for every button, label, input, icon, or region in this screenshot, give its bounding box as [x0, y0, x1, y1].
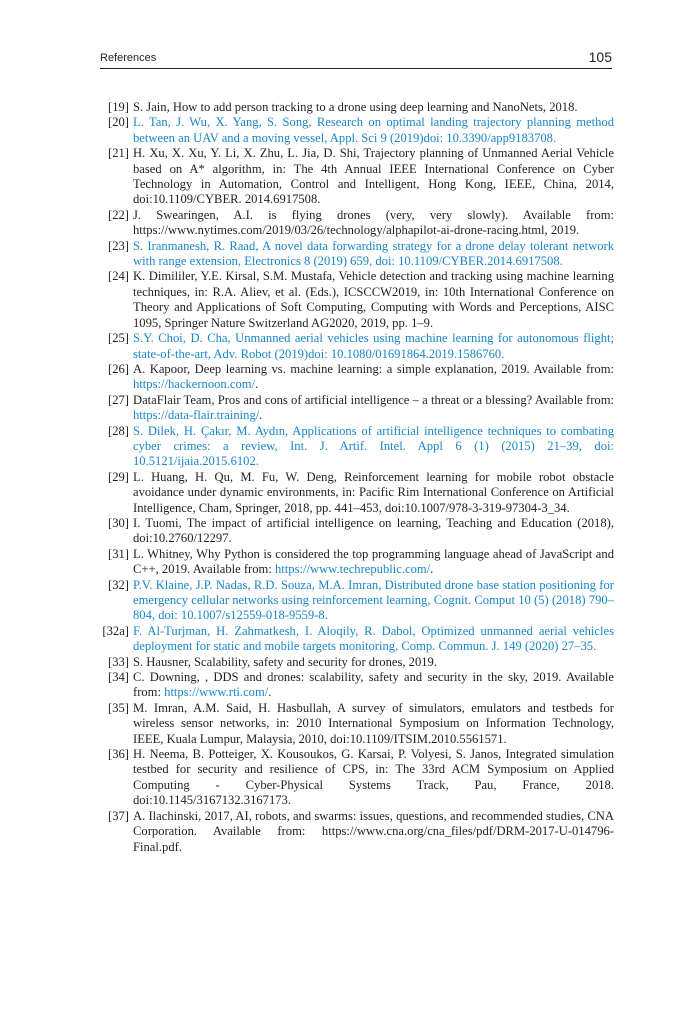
reference-list	[102, 100, 614, 855]
reference-text	[133, 747, 614, 809]
reference-number: [19]	[108, 100, 129, 114]
reference-url-suffix: .	[268, 685, 272, 700]
reference-item	[108, 269, 614, 331]
reference-url-suffix: .	[430, 562, 434, 577]
reference-number: [34]	[108, 670, 129, 685]
reference-text	[133, 516, 614, 547]
reference-number: [36]	[108, 747, 129, 762]
reference-text	[133, 100, 614, 115]
reference-number: [24]	[108, 269, 129, 284]
reference-body[interactable]: F. Al-Turjman, H. Zahmatkesh, I. Aloqily, R. Dabol, Optimized unmanned aerial vehicles deployment for static and mobile targets monitoring, Comp. Commun. J. 149 (2020) 27–35.	[133, 623, 614, 654]
reference-body: A. Ilachinski, 2017, AI, robots, and swarms: issues, questions, and recommended studies, CNA Corporation. Available from: https://www.cna.org/cna_files/pdf/DRM-2017-U-014796-Final.pdf.	[133, 808, 614, 854]
reference-item	[108, 747, 614, 809]
reference-body: J. Swearingen, A.I. is flying drones (very, very slowly). Available from: https://www.nytimes.com/2019/03/26/technology/alphapilot-ai-drone-racing.html, 2019.	[133, 207, 614, 238]
reference-text	[133, 146, 614, 208]
reference-item	[108, 146, 614, 208]
reference-text	[133, 393, 614, 424]
reference-text	[133, 331, 614, 362]
reference-item	[108, 207, 614, 239]
reference-text	[133, 115, 614, 146]
reference-text	[133, 269, 614, 331]
reference-item	[108, 808, 614, 855]
reference-body: K. Dimililer, Y.E. Kirsal, S.M. Mustafa, Vehicle detection and tracking using machine learning techniques, in: R.A. Aliev, et al. (Eds.), ICSCCW2019, in: 10th International Conference on Theory and Applications of Soft Computing, Computing with Words and Perceptions, AISC 1095, Springer Nature Switzerland AG2020, 2019, pp. 1–9.	[133, 269, 614, 330]
reference-text	[133, 655, 614, 670]
reference-body: I. Tuomi, The impact of artificial intelligence on learning, Teaching and Education (2018), doi:10.2760/12297.	[133, 515, 614, 546]
reference-body: L. Huang, H. Qu, M. Fu, W. Deng, Reinforcement learning for mobile robot obstacle avoidance under dynamic environments, in: Pacific Rim International Conference on Artificial Intelligence, Cham, Springer, 2018, pp. 441–453, doi:10.1007/978-3-319-97304-3_34.	[133, 469, 614, 515]
reference-number: [37]	[108, 808, 129, 823]
reference-url-suffix: .	[255, 377, 259, 392]
reference-body: H. Xu, X. Xu, Y. Li, X. Zhu, L. Jia, D. Shi, Trajectory planning of Unmanned Aerial Vehicle based on A* algorithm, in: The 4th Annual IEEE International Conference on Cyber Technology in Automation, Control and Intelligent, Hong Kong, IEEE, China, 2014, doi:10.1109/CYBER. 2014.6917508.	[133, 146, 614, 207]
reference-url-link[interactable]: https://hackernoon.com/	[133, 377, 256, 392]
reference-body: S. Jain, How to add person tracking to a drone using deep learning and NanoNets, 2018.	[133, 100, 578, 114]
reference-text	[133, 624, 614, 655]
reference-body[interactable]: S. Iranmanesh, R. Raad, A novel data forwarding strategy for a drone delay tolerant network with range extension, Electronics 8 (2019) 659, doi: 10.1109/CYBER.2014.6917508.	[133, 238, 614, 269]
reference-body: H. Neema, B. Potteiger, X. Kousoukos, G. Karsai, P. Volyesi, S. Janos, Integrated simulation testbed for security and resilience of CPS, in: The 33rd ACM Symposium on Applied Computing - Cyber-Physical Systems Track, Pau, France, 2018. doi:10.1145/3167132.3167173.	[133, 747, 614, 808]
reference-text	[133, 470, 614, 516]
reference-item[interactable]	[108, 361, 614, 393]
page-number: 105	[588, 49, 612, 65]
reference-text	[133, 424, 614, 470]
reference-url-suffix: .	[259, 408, 263, 423]
reference-body: M. Imran, A.M. Said, H. Hasbullah, A survey of simulators, emulators and testbeds for wireless sensor networks, in: 2010 International Symposium on Information Technology, IEEE, Kuala Lumpur, Malaysia, 2010, doi:10.1109/ITSIM.2010.5561571.	[133, 700, 614, 746]
reference-item[interactable]	[102, 623, 614, 655]
reference-text	[133, 670, 614, 701]
reference-body: DataFlair Team, Pros and cons of artificial intelligence – a threat or a blessing? Available from:	[133, 392, 614, 407]
reference-number: [30]	[108, 515, 129, 530]
reference-number: [27]	[108, 392, 129, 407]
reference-number: [32]	[108, 577, 129, 592]
reference-body: L. Whitney, Why Python is considered the top programming language ahead of JavaScript and C++, 2019. Available from:	[133, 546, 614, 577]
reference-item[interactable]	[108, 577, 614, 624]
reference-text	[133, 362, 614, 393]
reference-item	[108, 700, 614, 747]
reference-text	[133, 701, 614, 747]
reference-number: [33]	[108, 654, 129, 669]
reference-number: [26]	[108, 361, 129, 376]
reference-number: [23]	[108, 238, 129, 253]
reference-body[interactable]: S. Dilek, H. Çakır, M. Aydın, Applications of artificial intelligence techniques to combating cyber crimes: a review, Int. J. Artif. Intel. Appl 6 (1) (2015) 21–39, doi: 10.5121/ijaia.2015.6102.	[133, 423, 614, 469]
section-title: References	[100, 52, 157, 64]
reference-text	[133, 809, 614, 855]
reference-text	[133, 547, 614, 578]
reference-body: C. Downing, , DDS and drones: scalability, safety and security in the sky, 2019. Available from:	[133, 670, 614, 700]
reference-item	[108, 469, 614, 516]
reference-body: S. Hausner, Scalability, safety and security for drones, 2019.	[133, 654, 438, 669]
reference-body[interactable]: S.Y. Choi, D. Cha, Unmanned aerial vehicles using machine learning for autonomous flight; state-of-the-art, Adv. Robot (2019)doi: 10.1080/01691864.2019.1586760.	[133, 331, 614, 361]
reference-item[interactable]	[108, 238, 614, 270]
reference-number: [21]	[108, 146, 129, 161]
reference-number: [20]	[108, 115, 129, 130]
reference-body[interactable]: L. Tan, J. Wu, X. Yang, S. Song, Research on optimal landing trajectory planning method between an UAV and a moving vessel, Appl. Sci 9 (2019)doi: 10.3390/app9183708.	[133, 115, 614, 145]
reference-url-link[interactable]: https://www.rti.com/	[164, 685, 269, 700]
reference-url-link[interactable]: https://data-flair.training/	[133, 408, 260, 423]
reference-item	[108, 515, 614, 547]
reference-item[interactable]	[108, 392, 614, 424]
reference-item	[108, 654, 614, 670]
reference-item[interactable]	[108, 670, 614, 701]
reference-item[interactable]	[108, 115, 614, 146]
reference-text	[133, 239, 614, 270]
reference-text	[133, 578, 614, 624]
reference-number: [35]	[108, 700, 129, 715]
reference-number: [29]	[108, 469, 129, 484]
reference-number: [22]	[108, 207, 129, 222]
running-header	[100, 48, 612, 69]
reference-body[interactable]: P.V. Klaine, J.P. Nadas, R.D. Souza, M.A. Imran, Distributed drone base station positioning for emergency cellular networks using reinforcement learning, Cognit. Comput 10 (5) (2018) 790–804, doi: 10.1007/s12559-018-9559-8.	[133, 577, 614, 623]
reference-number: [31]	[108, 546, 129, 561]
reference-body: A. Kapoor, Deep learning vs. machine learning: a simple explanation, 2019. Available from:	[133, 361, 614, 376]
reference-item[interactable]	[108, 546, 614, 578]
reference-number: [32a]	[102, 623, 129, 638]
reference-number: [28]	[108, 423, 129, 438]
reference-item[interactable]	[108, 331, 614, 362]
reference-item[interactable]	[108, 423, 614, 470]
reference-url-link[interactable]: https://www.techrepublic.com/	[275, 562, 431, 577]
reference-number: [25]	[108, 331, 129, 346]
reference-text	[133, 208, 614, 239]
reference-item	[108, 100, 614, 115]
